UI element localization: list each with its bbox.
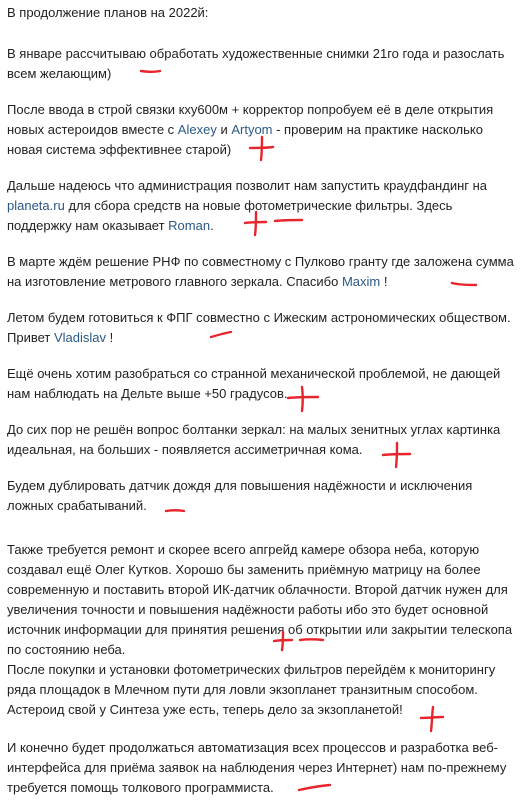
paragraph-kxu600m	[7, 100, 519, 160]
paragraph-text: !	[380, 274, 388, 289]
mention-link[interactable]: Alexey	[177, 122, 217, 137]
paragraph-text: Ещё очень хотим разобраться со странной механической проблемой, не дающей нам наблюдать на Дельте выше +50 градусов.	[7, 366, 501, 401]
paragraph-rnf	[7, 252, 519, 292]
paragraph-exoplanets	[7, 660, 519, 720]
mention-link[interactable]: Vladislav	[53, 330, 106, 345]
paragraph-text: В марте ждём решение РНФ по совместному с Пулково гранту где заложена сумма на изготовление метрового главного зеркала. Спасибо	[7, 254, 514, 289]
paragraph-crowdfunding	[7, 176, 519, 236]
paragraph-delta	[7, 364, 519, 404]
paragraph-text: - проверим на практике насколько новая система эффективнее старой)	[7, 122, 483, 157]
paragraph-text: И конечно будет продолжаться автоматизация всех процессов и разработка веб-интерфейса для приёма заявок на наблюдения через Интернет) нам по-прежнему требуется помощь толкового программиста.	[7, 740, 507, 795]
paragraph-text: После ввода в строй связки кху600м + корректор попробуем её в деле открытия новых астероидов вместе с	[7, 102, 494, 137]
paragraph-text: В продолжение планов на 2022й:	[7, 5, 209, 20]
paragraph-january	[7, 44, 519, 84]
paragraph-text: Также требуется ремонт и скорее всего апгрейд камере обзора неба, которую создавал ещё Олег Кутков. Хорошо бы заменить приёмную матрицу на более современную и поставить второй ИК-датчик облачности. Второй датчик нужен для увеличения точности и повышения надёжности работы ибо это будет основной источник информации для принятия решения об открытии или закрытии телескопа по состоянию неба.	[7, 542, 513, 657]
mention-link[interactable]: planeta.ru	[7, 198, 65, 213]
paragraph-text: До сих пор не решён вопрос болтанки зеркал: на малых зенитных углах картинка идеальная, на больших - появляется ассиметричная кома.	[7, 422, 501, 457]
paragraph-text: Будем дублировать датчик дождя для повышения надёжности и исключения ложных срабатываний.	[7, 478, 473, 513]
paragraph-mirrors	[7, 420, 519, 460]
paragraph-text: После покупки и установки фотометрических фильтров перейдём к мониторингу ряда площадок в Млечном пути для ловли экзопланет транзитным способом. Астероид свой у Синтеза уже есть, теперь дело за экзопланетой!	[7, 662, 496, 717]
paragraph-intro	[7, 3, 519, 23]
mention-link[interactable]: Maxim	[341, 274, 381, 289]
mention-link[interactable]: Artyom	[231, 122, 273, 137]
paragraph-camera	[7, 540, 519, 660]
paragraph-fpg	[7, 308, 519, 348]
paragraph-text: и	[216, 122, 232, 137]
paragraph-text: Летом будем готовиться к ФПГ совместно с Ижеским астрономических обществом. Привет	[7, 310, 511, 345]
paragraph-rain	[7, 476, 519, 516]
paragraph-text: !	[106, 330, 114, 345]
mention-link[interactable]: Roman	[168, 218, 211, 233]
paragraph-text: для сбора средств на новые фотометрические фильтры. Здесь поддержку нам оказывает	[7, 198, 453, 233]
paragraph-text: .	[210, 218, 214, 233]
paragraph-automation	[7, 738, 519, 798]
paragraph-text: Дальше надеюсь что администрация позволит нам запустить краудфандинг на	[7, 178, 488, 193]
paragraph-text: В январе рассчитываю обработать художественные снимки 21го года и разослать всем желающим)	[7, 46, 505, 81]
